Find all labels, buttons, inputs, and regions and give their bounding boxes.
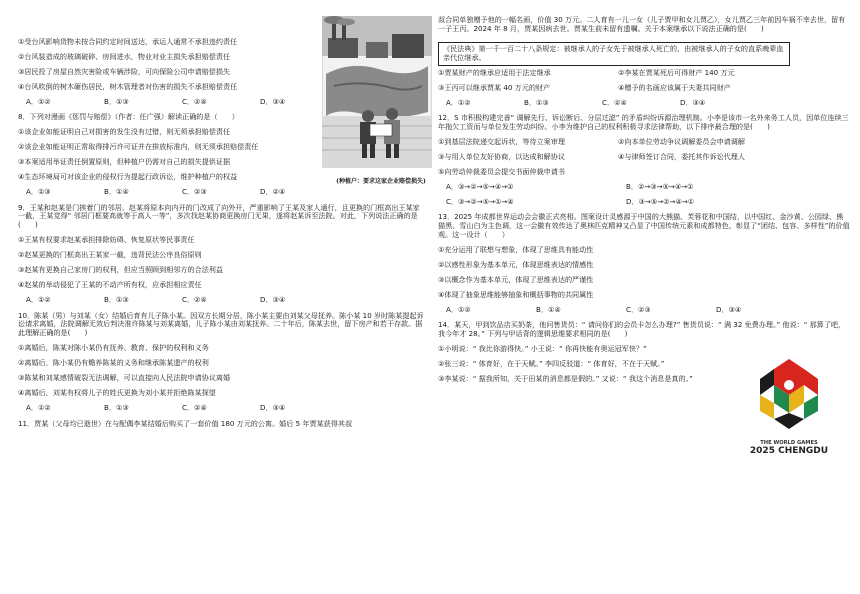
q8-option-1: ①该企业如能证明自己对损害的发生没有过错，则无须承担赔偿责任 (18, 127, 231, 137)
q9-option-4: ④赵某的举动侵犯了王某的不动产所有权，应承担相应责任 (18, 280, 202, 290)
q10-option-4: ④离婚后，刘某有权将儿子的姓氏更换为刘小某并拒绝陈某探望 (18, 388, 216, 398)
q8-choice-b[interactable]: B．①④ (104, 187, 129, 197)
q9-option-1: ①王某有权要求赵某承担排除妨碍、恢复原状等民事责任 (18, 235, 195, 245)
q10-option-2: ②离婚后，陈小某仍有赡养陈某的义务和继承陈某遗产的权利 (18, 358, 209, 368)
q11-option-3: ③王丙可以继承贾某 40 万元的财产 (438, 82, 551, 92)
q7-option-1: ①受台风影响货物未按合同约定时间送达，承运人通常不承担违约责任 (18, 37, 238, 46)
q10-stem: 10．陈某（男）与刘某（女）结婚后育有儿子陈小某。因双方长期分居，陈小某主要由刘某父母抚养。陈小某 10 岁时陈某提起诉讼请求离婚，法院调解无效后判决准许陈某与刘某离婚，儿子陈小某由刘某抚养。二十年后，陈某去世，留下房产和若干存款。据此理解正确的是( ) (18, 310, 424, 338)
q12-answer-row-2 (438, 198, 850, 207)
q8-choice-c[interactable]: C．②③ (182, 187, 207, 197)
q12-answer-row-1 (438, 183, 850, 192)
q14-option-3: ③李某说：“ 据我所知，关于田某的消息都是假的。” 又说：“ 我这个消息是真的。” (438, 373, 693, 383)
q13-choice-b[interactable]: B．①④ (536, 304, 561, 314)
q9-option-3: ③赵某有更换自己家房门的权利，但应当照顾到相邻方的合法利益 (18, 265, 223, 275)
q12-options-row-1 (438, 138, 850, 147)
q7-option-4: ④台风吹倒的树木砸伤居民，树木管理者对伤害的损失不承担赔偿责任 (18, 82, 238, 92)
q11-stem-start: 11．贾某（父母均已逝世）在与配偶李某结婚后购买了一套价值 180 万元的公寓。婚后 5 年贾某获得其叔 (18, 418, 353, 428)
q12-option-5: ⑤向劳动仲裁委员会提交书面仲裁申请书 (438, 166, 565, 176)
q11-answer-choices (438, 99, 850, 108)
q11-choice-d[interactable]: D．③④ (680, 97, 706, 107)
q11-option-4: ④赠予的名画应该属于夫妻共同财产 (618, 82, 731, 92)
q12-options-row-2 (438, 153, 850, 162)
q7-option-3: ③居民投了房屋自然灾害险或车辆涉险，可向保险公司申请赔偿损失 (18, 67, 231, 77)
q11-option-1: ①贾某财产的继承应适用于法定继承 (438, 67, 551, 77)
world-games-emblem-icon (746, 355, 832, 437)
right-column (438, 16, 850, 384)
q13-option-1: ①充分运用了联想与想象，体现了思维具有能动性 (438, 244, 594, 254)
q11-option-2: ②李某在贾某死后可得财产 140 万元 (618, 67, 735, 77)
q11-choice-b[interactable]: B．①③ (524, 97, 549, 107)
q9-choice-d[interactable]: D．③④ (260, 295, 286, 305)
q8-choice-d[interactable]: D．②④ (260, 187, 286, 197)
logo-caption-line-1: THE WORLD GAMES (760, 440, 818, 446)
q8-option-3: ③本案适用举证责任倒置原则，但种植户仍需对自己的损失提供证据 (18, 157, 231, 167)
q7-choice-a[interactable]: A．①② (26, 97, 51, 107)
q14-option-2: ②张三说：“ 体育好，在于天赋。” 李四反驳道：“ 体育好，不在于天赋。” (438, 358, 665, 368)
q13-option-2: ②以感性形象为基本单元，体现思维表达的情感性 (438, 259, 594, 269)
q7-choice-d[interactable]: D．③④ (260, 97, 286, 107)
q11-choice-c[interactable]: C．②④ (602, 97, 627, 107)
q10-option-1: ①离婚后，陈某对陈小某仍有抚养、教育、保护的权利和义务 (18, 343, 209, 353)
q8-answer-choices (18, 188, 426, 197)
q13-option-3: ③以概念作为基本单元，体现了思维表达的严谨性 (438, 274, 594, 284)
q12-choice-a[interactable]: A．③→②→⑤→④→① (446, 181, 514, 191)
pollution-cartoon-image (322, 16, 432, 168)
q8-option-4: ④生态环境局可对该企业的侵权行为提起行政诉讼，维护种植户的权益 (18, 172, 238, 182)
q12-choice-c[interactable]: C．③→②→⑤→①→④ (446, 196, 514, 206)
q11-stem-continued: 叔合同单独赠予他的一幅名画，价值 30 万元。二人育有一儿一女（儿子贾甲和女儿贾乙），女儿贾乙三年前因车祸不幸去世，留有一子王丙。2024 年 8 月，贾某因病去世。贾某生前未留有遗嘱。关于本案继承以下说法正确的是( ) (438, 15, 846, 33)
q12-option-1: ①到基层法院递交起诉状，等待立案审理 (438, 136, 565, 146)
q9-choice-b[interactable]: B．①③ (104, 295, 129, 305)
q12-choice-b[interactable]: B．②→③→⑤→④→① (626, 181, 694, 191)
q14-stem: 14．某天，甲到饮品店买奶茶，他问售货员：“ 请问你们的会员卡怎么办理?” 售货员说：“ 满 32 免费办理。” 他说：“ 那算了吧，我今年才 28。” 下列与甲话背的逻辑思维要求相同的是( ) (438, 319, 846, 338)
q7-choice-b[interactable]: B．①③ (104, 97, 129, 107)
q10-choice-b[interactable]: B．①③ (104, 403, 129, 413)
q9-stem: 9．王某和赵某是门挨着门的邻居，赵某将原本向内开的门改成了向外开，严重影响了王某及家人通行，且更换的门框高出王某家一截，王某觉得“ 邻居门框要高就等于高人一等”，多次找赵某协商更换房门无果，遂将赵某诉至法院。对此，下列说法正确的是( ) (18, 202, 420, 230)
q13-choice-d[interactable]: D．③④ (716, 304, 742, 314)
q12-option-3: ③与用人单位友好协商，以达成和解协议 (438, 151, 565, 161)
q8-stem: 8．下列对漫画《惩罚与赔偿》（作者：任广强）解读正确的是（ ） (18, 112, 239, 122)
q10-choice-a[interactable]: A．①② (26, 403, 51, 413)
q10-option-3: ③陈某和刘某感情破裂无法调解，可以直接向人民法院申请协议离婚 (18, 373, 231, 383)
q8-choice-a[interactable]: A．①③ (26, 187, 51, 197)
q10-choice-c[interactable]: C．②④ (182, 403, 207, 413)
q9-choice-c[interactable]: C．②④ (182, 295, 207, 305)
cartoon-caption: (种植户：要求这家企业赔偿损失) (336, 178, 426, 185)
q7-option-2: ②台风装造成的玻璃破碎、房间进水，物业对业主损失承担赔偿责任 (18, 52, 231, 62)
q13-answer-choices (438, 306, 850, 315)
q10-choice-d[interactable]: D．③④ (260, 403, 286, 413)
q12-stem: 12．S 市积极构建完善“ 调解先行、诉讼断后、分层过滤” 的矛盾纠纷诉源治理机制。小李是该市一名外来务工人员，因单位连续三年拖欠工资而与单位发生劳动纠纷。小李为维护自己的权利积极寻求法律帮助，以下排序最合理的是( ) (438, 112, 849, 131)
q10-answer-choices (18, 404, 426, 413)
q13-stem: 13．2025 年成都世界运动会会徽正式亮相。图案设计灵感源于中国的大熊猫、芙蓉花和中国结，以中国红、金沙黄、公园绿、熊猫黑、雪山白为主色调，这一会徽有效传达了奥林匹克精神又凸显了中国传统元素和成都特色，彰显了“团结、包容、多样性”的价值观。这一设计（ ） (438, 211, 850, 239)
q12-option-4: ④与律师签订合同，委托其作诉讼代理人 (618, 151, 745, 161)
q8-option-2: ②该企业如能证明正常取得排污许可证并在排放标准内，则无须承担赔偿责任 (18, 142, 259, 152)
q7-choice-c[interactable]: C．②④ (182, 97, 207, 107)
q13-choice-c[interactable]: C．②③ (626, 304, 651, 314)
q9-option-2: ②赵某更换的门框高出王某家一截，违背民法公序良俗原则 (18, 250, 202, 260)
q13-option-4: ④体现了抽象思维能够抽象和概括事物的共同属性 (438, 289, 594, 299)
q11-options-row-1 (438, 69, 850, 78)
q9-answer-choices (18, 296, 426, 305)
q11-options-row-2 (438, 84, 850, 93)
q12-choice-d[interactable]: D．③→⑤→②→④→① (626, 196, 695, 206)
q11-choice-a[interactable]: A．①② (446, 97, 471, 107)
civil-code-quote-box: 《民法典》第一千一百二十八条规定：被继承人的子女先于被继承人死亡的，由被继承人的子女的直系晚辈血亲代位继承。 (438, 42, 790, 66)
q9-choice-a[interactable]: A．①② (26, 295, 51, 305)
q14-option-1: ①小明说：“ 我比你游得快。” 小王说：“ 你再快能有奥运冠军快？” (438, 343, 647, 353)
q13-choice-a[interactable]: A．①② (446, 304, 471, 314)
q12-option-2: ②向本单位劳动争议调解委员会申请调解 (618, 136, 745, 146)
logo-caption-line-2: 2025 CHENGDU (749, 446, 829, 456)
